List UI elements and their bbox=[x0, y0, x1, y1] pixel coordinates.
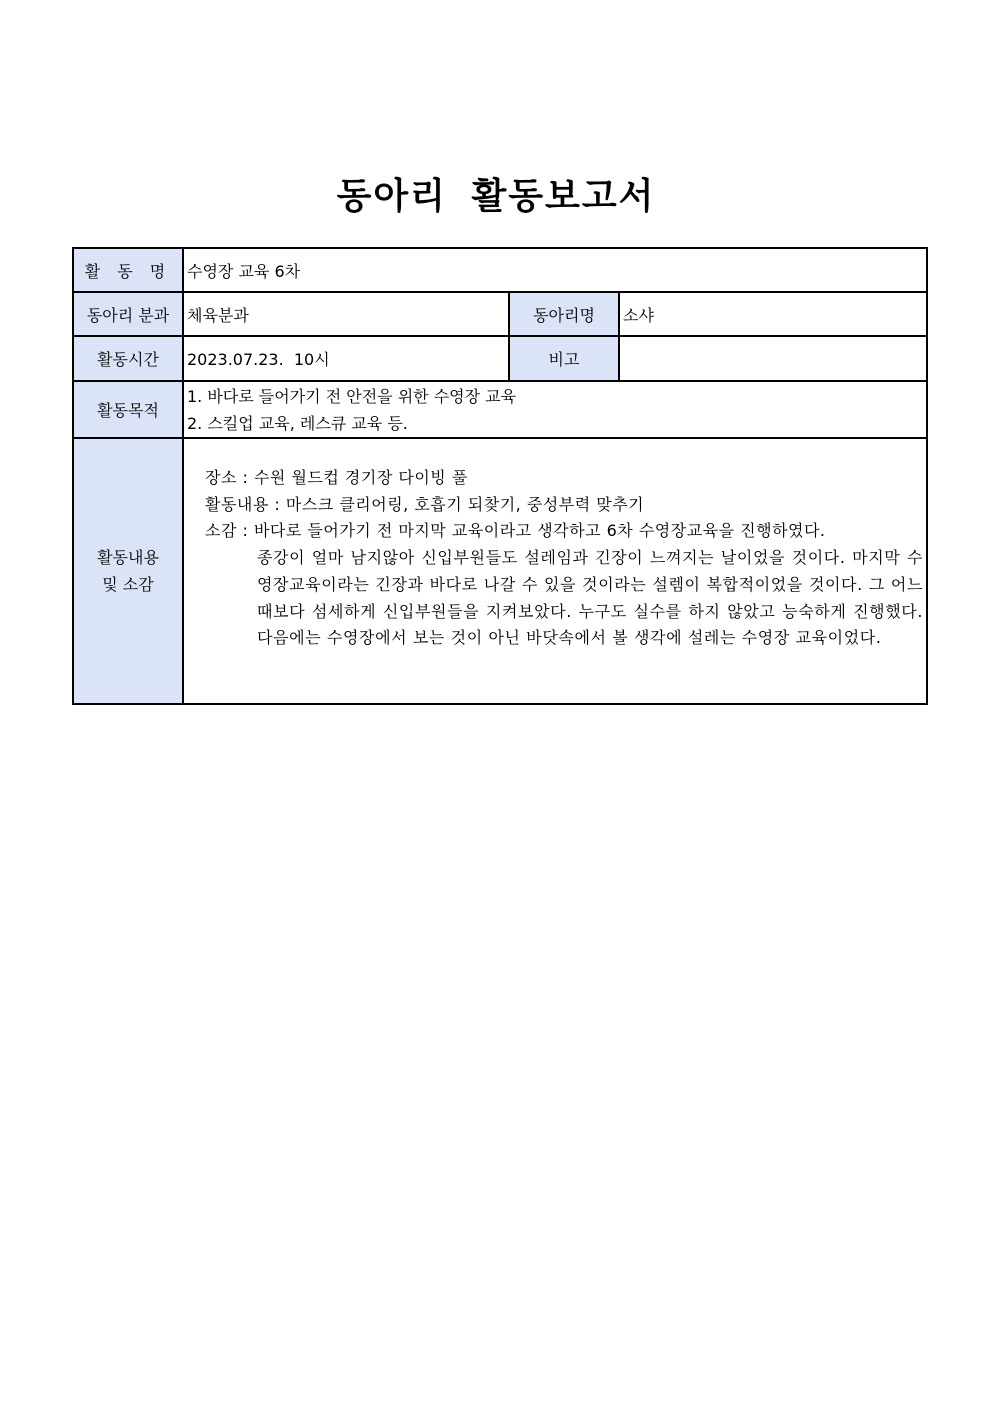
impression-first-line: 소감 : 바다로 들어가기 전 마지막 교육이라고 생각하고 6차 수영장교육을 진행하였다. bbox=[205, 521, 826, 541]
club-name-value: 소샤 bbox=[619, 292, 927, 336]
row-activity-time bbox=[73, 336, 927, 381]
row-activity-name bbox=[73, 248, 927, 292]
purpose-value bbox=[183, 381, 927, 438]
remarks-label: 비고 bbox=[509, 336, 619, 381]
activity-time-value: 2023.07.23. 10시 bbox=[183, 336, 509, 381]
activity-time-label: 활동시간 bbox=[73, 336, 183, 381]
club-division-label: 동아리 분과 bbox=[73, 292, 183, 336]
impression-text: 종강이 얼마 남지않아 신입부원들도 설레임과 긴장이 느껴지는 날이었을 것이다. 마지막 수영장교육이라는 긴장과 바다로 나갈 수 있을 것이라는 설렘이 복합적이었을 것이다. 그 어느때보다 섬세하게 신입부원들을 지켜보았다. 누구도 실수를 하지 않았고 능숙하게 진행했다. 다음에는 수영장에서 보는 것이 아닌 바닷속에서 볼 생각에 설레는 수영장 교육이었다. bbox=[257, 548, 924, 648]
club-name-label: 동아리명 bbox=[509, 292, 619, 336]
content-label-line-2: 및 소감 bbox=[102, 575, 154, 594]
activity-report-table bbox=[72, 247, 928, 705]
purpose-line-2: 2. 스킬업 교육, 레스큐 교육 등. bbox=[187, 413, 408, 433]
row-club-info bbox=[73, 292, 927, 336]
content-label-line-1: 활동내용 bbox=[97, 548, 159, 567]
content-label bbox=[73, 438, 183, 704]
club-division-value: 체육분과 bbox=[183, 292, 509, 336]
place-text: 장소 : 수원 월드컵 경기장 다이빙 풀 bbox=[205, 468, 468, 487]
row-content bbox=[73, 438, 927, 704]
remarks-value bbox=[619, 336, 927, 381]
activities-text: 활동내용 : 마스크 클리어링, 호흡기 되찾기, 중성부력 맞추기 bbox=[205, 494, 645, 514]
purpose-line-1: 1. 바다로 들어가기 전 안전을 위한 수영장 교육 bbox=[187, 386, 517, 406]
row-purpose bbox=[73, 381, 927, 438]
content-value bbox=[183, 438, 927, 704]
activity-name-value: 수영장 교육 6차 bbox=[183, 248, 927, 292]
content-body bbox=[187, 439, 923, 678]
activity-name-label: 활 동 명 bbox=[73, 248, 183, 292]
purpose-label: 활동목적 bbox=[73, 381, 183, 438]
document-title: 동아리 활동보고서 bbox=[336, 176, 656, 217]
